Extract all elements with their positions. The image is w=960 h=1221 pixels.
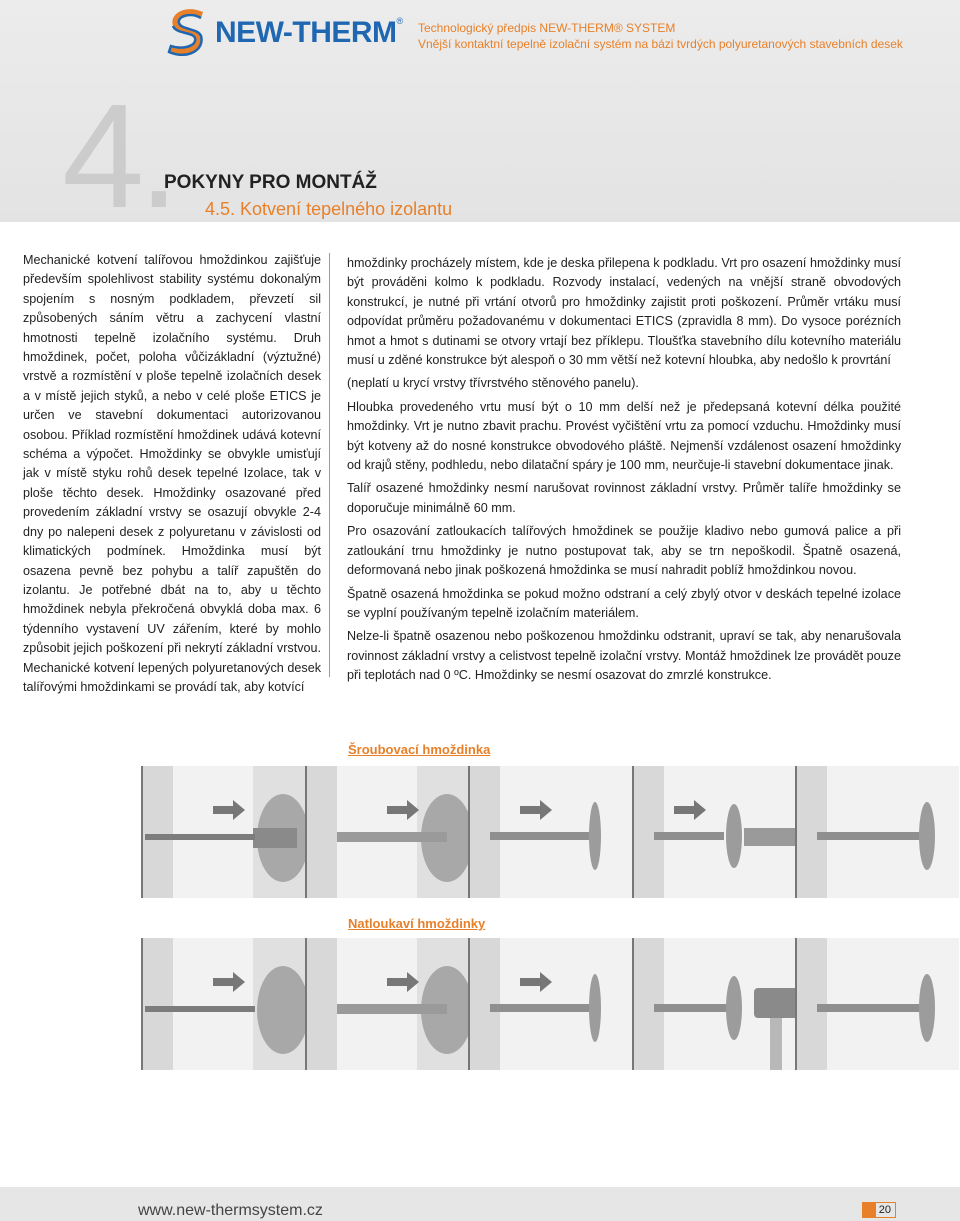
section-title: POKYNY PRO MONTÁŽ bbox=[164, 172, 377, 193]
brand-name: NEW-THERM® bbox=[215, 16, 403, 49]
screw-step-2 bbox=[305, 766, 469, 898]
brand-logo bbox=[165, 6, 403, 56]
page-number-accent bbox=[862, 1202, 876, 1218]
drilling-illustration-icon bbox=[143, 766, 305, 898]
cleaning-illustration-icon bbox=[307, 766, 469, 898]
paragraph-7: Nelze-li špatně osazenou nebo poškozenou hmoždinku odstranit, upraví se tak, aby nenarušovala rovinnost základní vrstvy a celistvost tepelně izolační vrstvy. Montáž hmoždinek lze provádět pouze při teplotách nad 0 ºC. Hmoždinky se nesmí osazovat do zmrzlé konstrukce. bbox=[347, 629, 901, 683]
paragraph-1: hmoždinky procházely místem, kde je deska přilepena k podkladu. Vrt pro osazení hmoždinky musí být prováděni kolmo k podkladu. Rozvody instalací, vedených na vnější straně obvodových konstrukcí, je nutné při vrtání otvorů pro hmoždinky zajistit proti poškození. Průměr vrtáku musí odpovídat průměru požadovanému v dokumentaci ETICS (zpravidla 8 mm). Do vysoce porézních hmot a hmot s dutinami se otvory vrtají bez příklepu. Tloušťka stavebního dílu kotevního materiálu musí u zděné konstrukce být alespoň o 30 mm větší než kotevní hloubka, aby nedošlo k provrtání bbox=[347, 256, 901, 368]
screw-dowel-label: Šroubovací hmoždinka bbox=[348, 742, 491, 757]
paragraph-6: Špatně osazená hmoždinka se pokud možno odstraní a celý zbylý otvor v deskách tepelné izolace se vyplní používaným tepelně izolačním materiálem. bbox=[347, 586, 901, 620]
screw-dowel-figure-strip bbox=[141, 766, 959, 898]
inserting-illustration-icon bbox=[470, 938, 632, 1070]
drilling-illustration-icon bbox=[143, 938, 305, 1070]
hammer-step-5 bbox=[795, 938, 959, 1070]
header-tagline bbox=[418, 20, 903, 52]
hammer-step-1 bbox=[141, 938, 305, 1070]
right-column bbox=[347, 254, 901, 690]
left-column-text: Mechanické kotvení talířovou hmoždinkou zajišťuje především spolehlivost stability systému dokonalým spojením s nosným podkladem, převzetí sil způsobených sáním větru a zachycení vlastní hmotnosti tepelně izolačního systému. Druh hmoždinek, počet, poloha vůčizákladní (výztužné) vrstvě a rozmístění v ploše tepelně izolačních desek a v místě jejich styků, a nebo v celé ploše ETICS je určen ve stavební dokumentaci autorizovanou osobou. Příklad rozmístění hmoždinek udává kotevní schéma a výpočet. Hmoždinky se obvykle umisťují jak v místě styku rohů desek tepelné Izolace, tak v ploše těchto desek. Hmoždinky osazované před provedením základní vrstvy se osazují obvykle 2-4 dny po nalepeni desek z polyuretanu v závislosti od klimatických podmínek. Hmoždinka musí být osazena pevně bez pohybu a talíř zapuštěn do izolantu. Je potřebné dbát na to, aby u těchto hmoždinek nebyla překročená obvyklá doba max. 6 týdenního vystavení UV zářením, které by mohlo způsobit jejich poškození při nekrytí základní vrstvou. Mechanické kotvení lepených polyuretanových desek talířovými hmoždinkami se provádí tak, aby kotvící bbox=[23, 253, 321, 694]
inserting-illustration-icon bbox=[470, 766, 632, 898]
screw-step-1 bbox=[141, 766, 305, 898]
hammer-step-4 bbox=[632, 938, 796, 1070]
section-number: 4. bbox=[62, 74, 174, 239]
paragraph-2: (neplatí u krycí vrstvy třívrstvého stěnového panelu). bbox=[347, 376, 639, 391]
installed-illustration-icon bbox=[797, 766, 959, 898]
paragraph-3: Hloubka provedeného vrtu musí být o 10 mm delší než je předepsaná kotevní délka použité hmoždinky. Vrt je nutno zbavit prachu. Provést vyčištění vrtu za pomocí vzduchu. Hmoždinky musí být kotveny až do nosné konstrukce obvodového pláště. Nejmenší vzdálenost osazení hmoždinky od krajů stěny, podhledu, nebo dilatační spáry je 100 mm, neurčuje-li stavební dokumentace jinak. bbox=[347, 399, 901, 473]
screw-step-3 bbox=[468, 766, 632, 898]
footer-url: www.new-thermsystem.cz bbox=[138, 1202, 323, 1219]
paragraph-5: Pro osazování zatloukacích talířových hmoždinek se použije kladivo nebo gumová palice a při zatloukání trnu hmoždinky je nutno postupovat tak, aby se trn nepoškodil. Špatně osazená, deformovaná nebo jinak poškozená hmoždinka se musí nahradit poblíž hmoždinkou novou. bbox=[347, 524, 901, 578]
hammer-dowel-figure-strip bbox=[141, 938, 959, 1070]
paragraph-4: Talíř osazené hmoždinky nesmí narušovat rovinnost základní vrstvy. Průměr talíře hmoždinky se doporučuje minimálně 60 mm. bbox=[347, 481, 901, 515]
logo-mark-icon bbox=[165, 6, 211, 56]
screwing-illustration-icon bbox=[634, 766, 796, 898]
hammer-step-2 bbox=[305, 938, 469, 1070]
hammer-dowel-label: Natloukaví hmoždinky bbox=[348, 916, 486, 931]
cleaning-illustration-icon bbox=[307, 938, 469, 1070]
screw-step-5 bbox=[795, 766, 959, 898]
installed-illustration-icon bbox=[797, 938, 959, 1070]
hammer-illustration-icon bbox=[634, 938, 796, 1070]
section-subtitle: 4.5. Kotvení tepelného izolantu bbox=[205, 199, 453, 219]
screw-step-4 bbox=[632, 766, 796, 898]
hammer-step-3 bbox=[468, 938, 632, 1070]
page-number: 20 bbox=[862, 1202, 896, 1218]
tagline-line-2: Vnější kontaktní tepelně izolační systém na bázi tvrdých polyuretanových stavebních desek bbox=[418, 37, 903, 51]
tagline-line-1: Technologický předpis NEW-THERM® SYSTEM bbox=[418, 21, 676, 35]
column-divider bbox=[329, 253, 330, 677]
